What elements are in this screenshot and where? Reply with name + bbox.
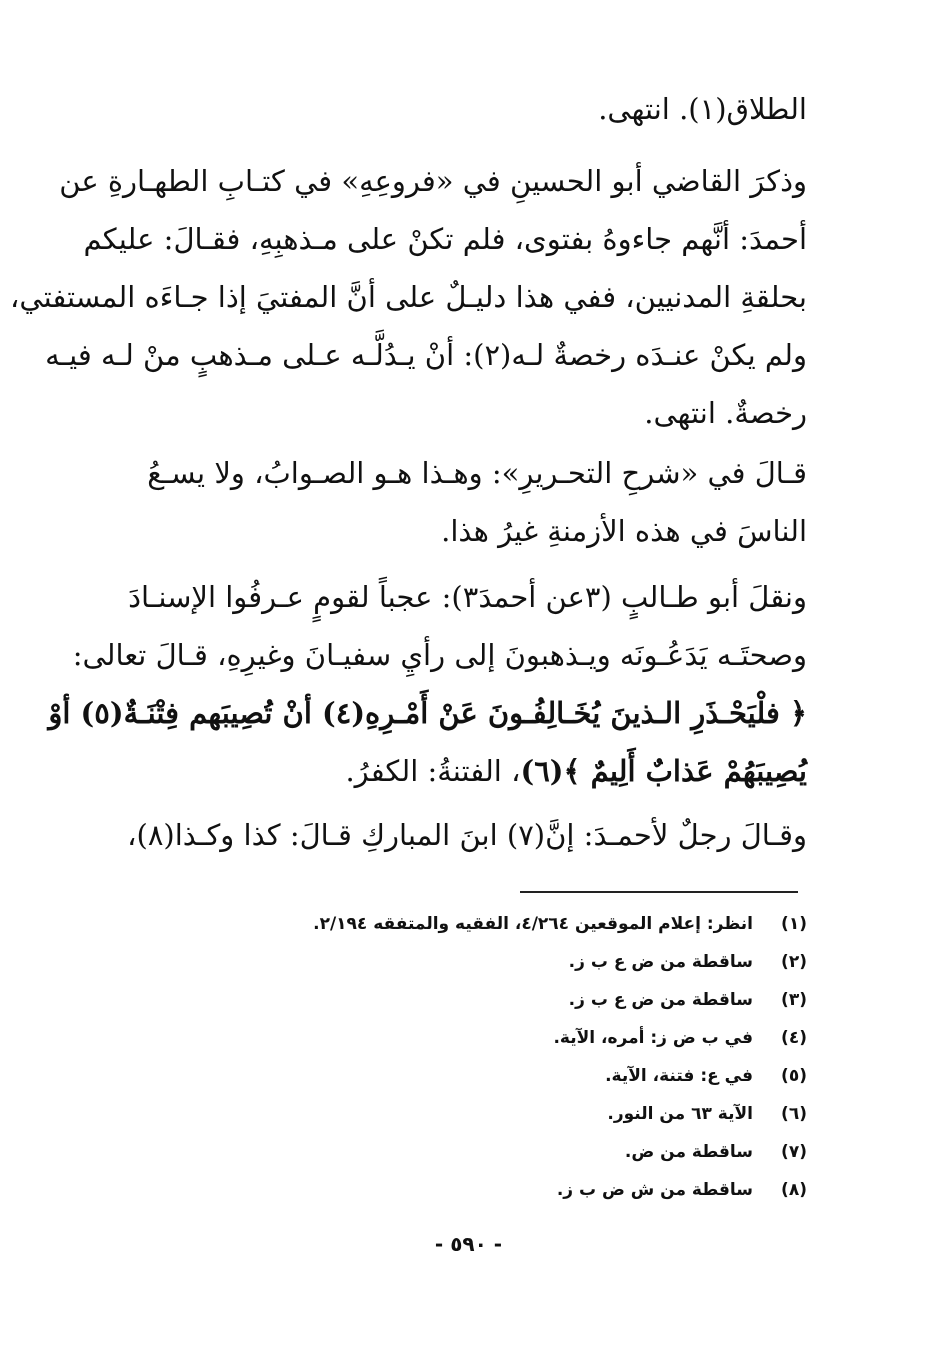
paragraph-3 — [117, 444, 807, 560]
text-line: بحلقةِ المدنيين، ففي هذا دليـلٌ على أنَّ المفتيَ إذا جـاءَه المستفتي، — [10, 280, 807, 314]
footnote-item — [117, 1171, 807, 1209]
footnote-number: (٨) — [781, 1180, 807, 1200]
verse-commentary: ، الفتنةُ: الكفرُ. — [345, 754, 521, 788]
footnotes — [117, 905, 807, 1209]
footnote-item — [117, 905, 807, 943]
paragraph-4 — [48, 568, 807, 800]
page-number: - ٥٩٠ - — [434, 1232, 503, 1256]
footnote-text: ساقطة من ض. — [624, 1142, 753, 1162]
text-line — [117, 742, 807, 800]
paragraph-2 — [10, 152, 807, 442]
footnote-text: ساقطة من ش ض ب ز. — [556, 1180, 753, 1200]
text-line: وذكرَ القاضي أبو الحسينِ في «فروعِهِ» في كتـابِ الطهـارةِ عن — [59, 164, 807, 198]
footnote-text: الآية ٦٣ من النور. — [607, 1104, 753, 1124]
footnote-number: (٦) — [781, 1104, 807, 1124]
footnote-item — [117, 981, 807, 1019]
footnote-item — [117, 1133, 807, 1171]
text-line: وصحتَـه يَدَعُـونَه ويـذهبونَ إلى رأيِ سفيـانَ وغيرِهِ، قـالَ تعالى: — [72, 638, 807, 672]
footnote-number: (٥) — [781, 1066, 807, 1086]
footnote-number: (١) — [781, 914, 807, 934]
text-line: ونقلَ أبو طـالبٍ (٣عن أحمدَ٣): عجباً لقومٍ عـرفُوا الإسنـادَ — [128, 580, 807, 614]
text-line: وقـالَ رجلٌ لأحمـدَ: إنَّ(٧) ابنَ المباركِ قـالَ: كذا وكـذا(٨)، — [127, 818, 807, 852]
quran-verse-end: يُصِيبَهُمْ عَذابٌ أَلِيمٌ ﴾(٦) — [520, 754, 807, 788]
footnote-number: (٤) — [781, 1028, 807, 1048]
text-line: رخصةٌ. انتهى. — [644, 396, 807, 430]
footnote-text: ساقطة من ض ع ب ز. — [568, 990, 753, 1010]
footnote-separator — [520, 891, 798, 893]
footnote-text: في ب ض ز: أمره، الآية. — [553, 1028, 753, 1048]
footnote-item — [117, 1095, 807, 1133]
footnote-text: ساقطة من ض ع ب ز. — [568, 952, 753, 972]
footnote-number: (٢) — [781, 952, 807, 972]
text-line: الطلاق(١). انتهى. — [598, 92, 807, 126]
text-line: الناسَ في هذه الأزمنةِ غيرُ هذا. — [441, 514, 807, 548]
paragraph-1 — [117, 80, 807, 138]
quran-verse-line: ﴿ فلْيَحْـذَرِ الـذينَ يُخَـالِفُـونَ عَنْ أَمْـرِهِ(٤) أنْ تُصِيبَهم فِتْنَـةٌ(٥) أوْ — [48, 696, 807, 730]
paragraph-5 — [117, 806, 807, 864]
footnote-text: في ع: فتنة، الآية. — [605, 1066, 753, 1086]
footnote-number: (٧) — [781, 1142, 807, 1162]
footnote-item — [117, 943, 807, 981]
text-line: ولم يكنْ عنـدَه رخصةٌ لـه(٢): أنْ يـدُلَّـه عـلى مـذهبٍ منْ لـه فيـه — [45, 338, 807, 372]
text-line: قـالَ في «شرحِ التحـريرِ»: وهـذا هـو الصـوابُ، ولا يسـعُ — [147, 456, 807, 490]
footnote-item — [117, 1019, 807, 1057]
footnote-text: انظر: إعلام الموقعين ٤/٢٦٤، الفقيه والمتفقه ٢/١٩٤. — [313, 914, 753, 934]
text-line: أحمدَ: أنَّهم جاءوهُ بفتوى، فلم تكنْ على مـذهبِهِ، فقـالَ: عليكم — [83, 222, 807, 256]
footnote-number: (٣) — [781, 990, 807, 1010]
footnote-item — [117, 1057, 807, 1095]
